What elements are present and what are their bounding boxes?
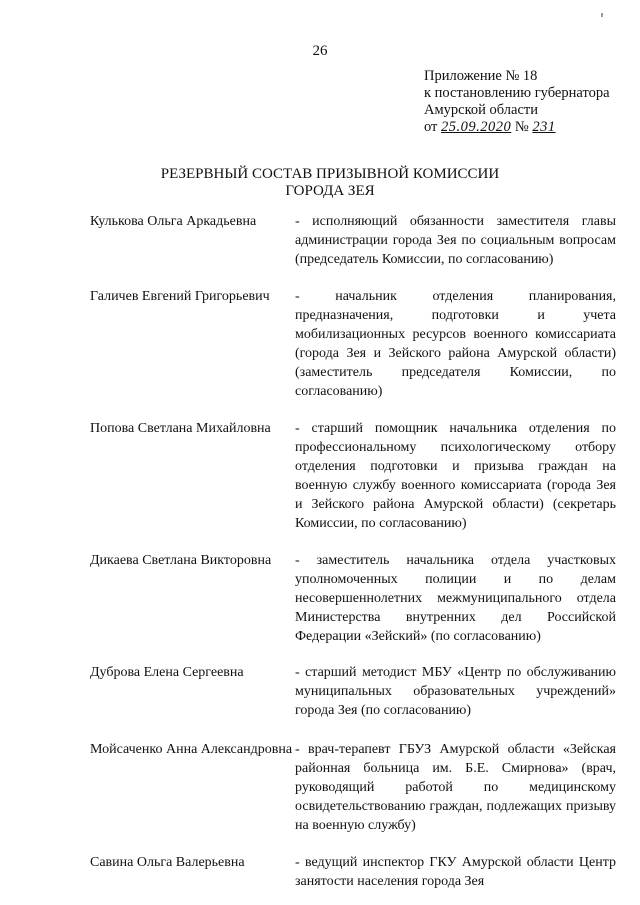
title-line-2: ГОРОДА ЗЕЯ — [285, 183, 375, 199]
member-name: Дикаева Светлана Викторовна — [90, 553, 272, 568]
member-row — [90, 663, 616, 720]
member-row — [90, 740, 616, 835]
member-role: - заместитель начальника отдела участковых уполномоченных полиции и по делам несовершеннолетних межмуниципального отдела Министерства внутренних дел Российской Федерации «Зейский» (по согласованию) — [295, 553, 616, 644]
page-number: 26 — [312, 43, 328, 59]
date-prefix: от — [424, 119, 438, 135]
member-role: - ведущий инспектор ГКУ Амурской области Центр занятости населения города Зея — [295, 855, 616, 889]
appendix-resolution-ref: к постановлению губернатора — [424, 85, 610, 101]
appendix-block — [424, 68, 634, 136]
members-list — [90, 212, 616, 891]
member-row — [90, 212, 616, 269]
number-prefix: № — [514, 119, 529, 135]
member-role: - начальник отделения планирования, предназначения, подготовки и учета мобилизационных ресурсов военного комиссариата (города Зея и Зейского района Амурской области) (заместитель председателя Комиссии, по согласованию) — [295, 289, 616, 399]
member-row — [90, 853, 616, 891]
date-value: 25.09.2020 — [441, 119, 512, 135]
appendix-region: Амурской области — [424, 102, 538, 118]
member-role: - врач-терапевт ГБУЗ Амурской области «Зейская районная больница им. Б.Е. Смирнова» (врач, руководящий работой по медицинскому освидетельствованию граждан, подлежащих призыву на военную службу) — [295, 742, 616, 833]
member-name: Попова Светлана Михайловна — [90, 421, 271, 436]
title-line-1: РЕЗЕРВНЫЙ СОСТАВ ПРИЗЫВНОЙ КОМИССИИ — [160, 166, 500, 182]
member-row — [90, 287, 616, 401]
member-name: Галичев Евгений Григорьевич — [90, 289, 270, 304]
member-role: - старший методист МБУ «Центр по обслуживанию муниципальных образовательных учреждений» города Зея (по согласованию) — [295, 665, 616, 718]
member-row — [90, 419, 616, 533]
member-role: - исполняющий обязанности заместителя главы администрации города Зея по социальным вопросам (председатель Комиссии, по согласованию) — [295, 214, 616, 267]
scan-mark — [601, 13, 603, 17]
member-name: Савина Ольга Валерьевна — [90, 855, 245, 870]
member-row — [90, 551, 616, 646]
number-value: 231 — [532, 119, 556, 135]
member-name: Мойсаченко Анна Александровна — [90, 742, 293, 757]
member-name: Дуброва Елена Сергеевна — [90, 665, 244, 680]
appendix-title: Приложение № 18 — [424, 68, 538, 84]
member-role: - старший помощник начальника отделения по профессиональному психологическому отбору отделения подготовки и призыва граждан на военную службу военного комиссариата (города Зея и Зейского района Амурской области) (секретарь Комиссии, по согласованию) — [295, 421, 616, 531]
document-title — [0, 166, 640, 200]
member-name: Кулькова Ольга Аркадьевна — [90, 214, 257, 229]
appendix-date-line — [424, 119, 634, 136]
